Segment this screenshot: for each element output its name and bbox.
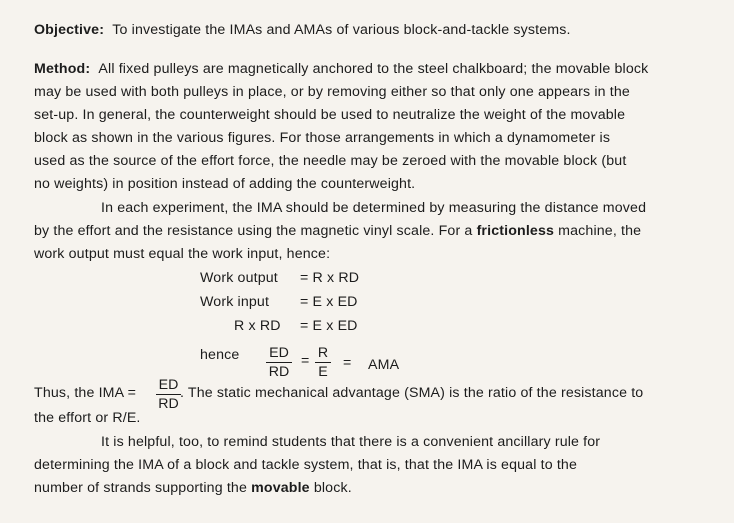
fraction-denominator: RD — [268, 364, 290, 380]
para3-line-3-end: block. — [313, 480, 352, 496]
para2-line-2-start: by the effort and the resistance using the magnetic vinyl scale. For a — [34, 223, 473, 239]
movable-word: movable — [251, 480, 310, 496]
para2-line-2 — [34, 223, 641, 240]
para2-line-1: In each experiment, the IMA should be determined by measuring the distance moved — [101, 200, 647, 216]
method-line-6: no weights) in position instead of adding the counterweight. — [34, 176, 416, 192]
method-line-2: may be used with both pulleys in place, or by removing either so that only one appears in the — [34, 84, 630, 100]
ama-label: AMA — [368, 357, 400, 373]
fraction-numerator: ED — [266, 345, 292, 363]
equals-sign: = — [343, 355, 352, 371]
thus-line-2: the effort or R/E. — [34, 410, 141, 426]
fraction-ima — [156, 377, 181, 412]
eq2-right: = E x ED — [300, 294, 358, 310]
equals-sign: = — [301, 353, 310, 369]
para2-line-3: work output must equal the work input, hence: — [34, 246, 331, 262]
eq3-right: = E x ED — [300, 318, 358, 334]
eq1-right: = R x RD — [300, 270, 360, 286]
eq2-left: Work input — [200, 294, 270, 310]
frictionless-word: frictionless — [476, 223, 555, 239]
method-line-1 — [34, 61, 648, 78]
objective-line — [34, 22, 571, 39]
eq1-left: Work output — [200, 270, 278, 286]
para3-line-3-start: number of strands supporting the — [34, 480, 248, 496]
fraction-r-e — [315, 345, 331, 380]
eq3-left: R x RD — [234, 318, 281, 334]
fraction-denominator: RD — [158, 396, 179, 412]
fraction-numerator: R — [315, 345, 331, 363]
objective-text: To investigate the IMAs and AMAs of various block-and-tackle systems. — [112, 22, 571, 38]
method-line-4: block as shown in the various figures. For those arrangements in which a dynamometer is — [34, 130, 611, 146]
thus-prefix: Thus, the IMA = — [34, 385, 137, 401]
fraction-denominator: E — [318, 364, 328, 380]
hence-label: hence — [200, 347, 240, 363]
para3-line-1: It is helpful, too, to remind students that there is a convenient ancillary rule for — [101, 434, 601, 450]
para2-line-2-end: machine, the — [558, 223, 642, 239]
fraction-ed-rd — [266, 345, 292, 380]
method-text-1: All fixed pulleys are magnetically anchored to the steel chalkboard; the movable block — [98, 61, 649, 77]
thus-suffix: . The static mechanical advantage (SMA) is the ratio of the resistance to — [180, 385, 644, 401]
method-line-3: set-up. In general, the counterweight should be used to neutralize the weight of the movable — [34, 107, 626, 123]
method-line-5: used as the source of the effort force, the needle may be zeroed with the movable block (but — [34, 153, 627, 169]
method-label: Method: — [34, 61, 91, 77]
fraction-numerator: ED — [156, 377, 181, 395]
para3-line-2: determining the IMA of a block and tackle system, that is, that the IMA is equal to the — [34, 457, 577, 473]
para3-line-3 — [34, 480, 352, 497]
objective-label: Objective: — [34, 22, 105, 38]
